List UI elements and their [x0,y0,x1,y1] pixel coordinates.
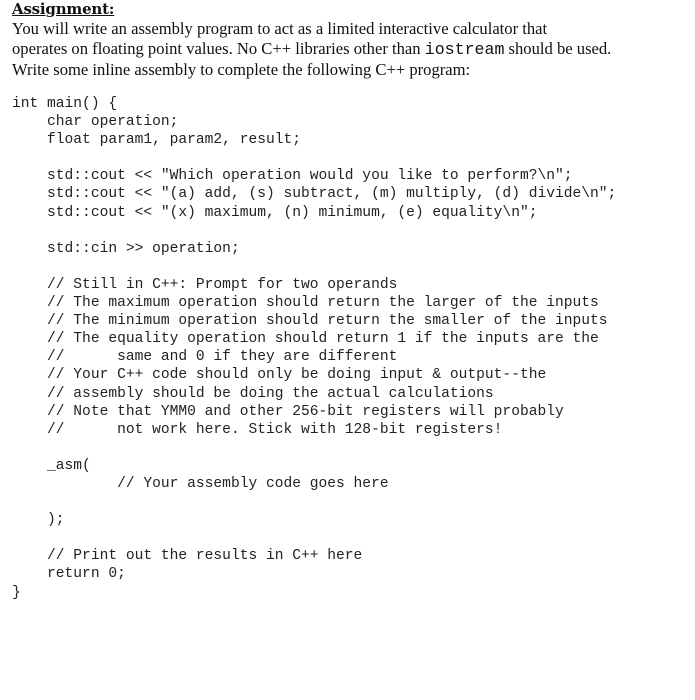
code-line: // The minimum operation should return the smaller of the inputs [12,313,608,330]
intro-line-1: You will write an assembly program to act as a limited interactive calculator that [12,19,548,38]
code-line [12,222,616,240]
code-line [12,529,616,547]
assignment-heading: Assignment: [12,0,115,18]
code-line [12,439,616,457]
code-line: std::cin >> operation; [12,240,240,257]
code-line [12,258,616,276]
code-line: // Your assembly code goes here [12,475,389,492]
code-line: // The equality operation should return 1 if the inputs are the [12,331,599,348]
code-line [12,493,616,511]
intro-line-2-post: should be used. [504,39,612,58]
code-line: int main() { [12,96,118,112]
code-line: float param1, param2, result; [12,132,302,149]
code-line: // same and 0 if they are different [12,349,398,366]
code-line: _asm( [12,457,91,474]
code-line [12,149,616,167]
code-line: std::cout << "(a) add, (s) subtract, (m) multiply, (d) divide\n"; [12,186,617,203]
code-line: std::cout << "(x) maximum, (n) minimum, (e) equality\n"; [12,204,538,221]
code-line: // not work here. Stick with 128-bit registers! [12,421,503,438]
intro-line-2-pre: operates on floating point values. No C++ libraries other than [12,39,425,58]
code-line: char operation; [12,114,179,131]
iostream-code: iostream [424,40,505,59]
code-line: return 0; [12,566,126,583]
code-line: // Note that YMM0 and other 256-bit registers will probably [12,403,564,420]
intro-line-2 [12,39,688,60]
intro-line-3: Write some inline assembly to complete the following C++ program: [12,60,471,79]
assignment-intro [12,19,688,80]
code-line: // Still in C++: Prompt for two operands [12,276,398,293]
code-line: // assembly should be doing the actual calculations [12,385,494,402]
code-line: // Your C++ code should only be doing input & output--the [12,367,547,384]
code-line: std::cout << "Which operation would you like to perform?\n"; [12,168,573,185]
code-line: // The maximum operation should return the larger of the inputs [12,295,599,312]
code-line: } [12,584,21,601]
code-line: ); [12,512,65,529]
code-listing [12,95,616,602]
code-line: // Print out the results in C++ here [12,548,363,565]
